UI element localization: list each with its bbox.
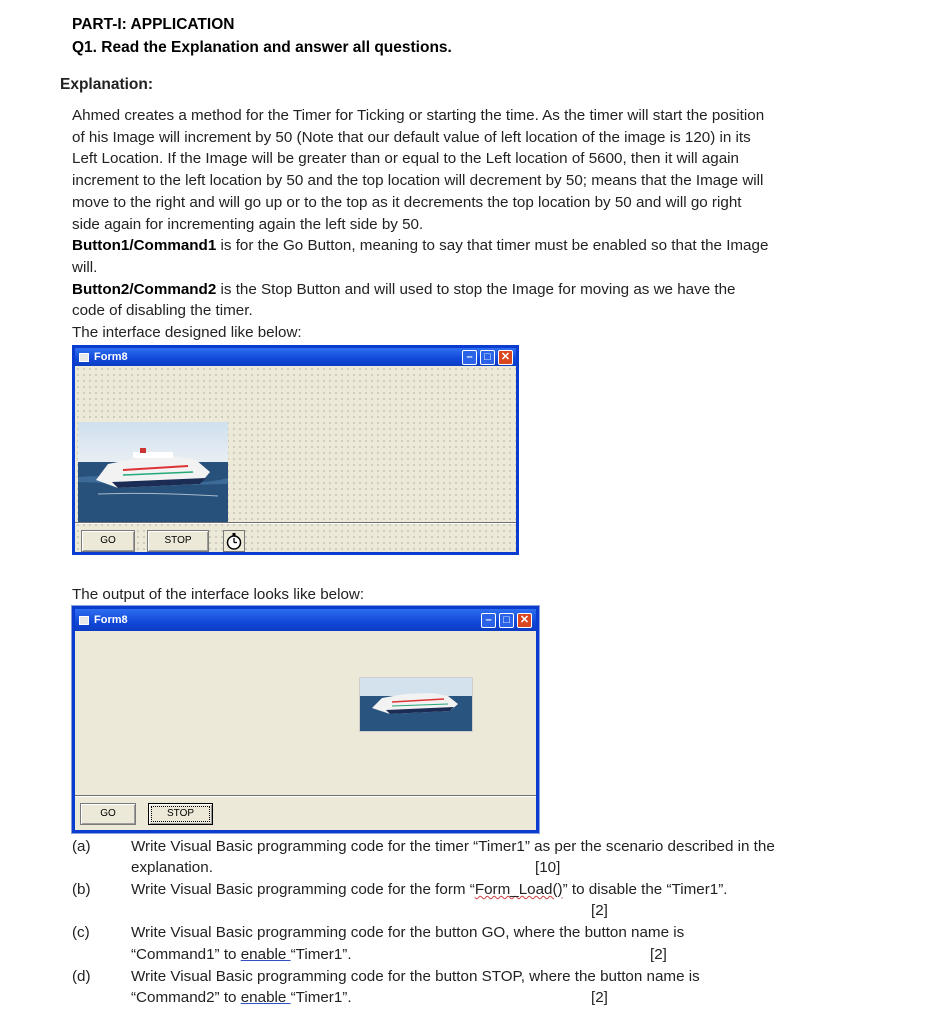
stop-button[interactable]: STOP	[147, 530, 209, 552]
question-b-text-end: ” to disable the “Timer1”.	[562, 881, 728, 898]
interface-caption: The interface designed like below:	[72, 324, 302, 342]
output-form-client	[75, 631, 536, 830]
question-a-line2: explanation.	[131, 859, 213, 876]
ship-image[interactable]	[78, 422, 228, 522]
form-load-text: Form_Load()	[474, 881, 563, 898]
question-c-label: (c)	[72, 924, 90, 941]
go-button[interactable]: GO	[81, 530, 135, 552]
design-form-titlebar	[75, 348, 516, 366]
question-d-line1: Write Visual Basic programming code for the button STOP, where the button name is	[131, 968, 700, 985]
form-icon	[79, 353, 89, 362]
question-c-text-end: “Timer1”.	[290, 946, 352, 963]
question-b-marks: [2]	[591, 902, 608, 919]
enable-word: enable	[240, 989, 291, 1006]
question-b-line1	[131, 881, 727, 898]
question-d-text: “Command2” to	[131, 989, 241, 1006]
output-form-titlebar	[75, 609, 536, 631]
button2-description	[72, 279, 832, 301]
button1-description	[72, 235, 832, 257]
explanation-line: move to the right and will go up or to the top as it decrements the top location by 50 and will go right	[72, 193, 742, 211]
explanation-line: increment to the left location by 50 and the top location will decrement by 50; means that the Image will	[72, 172, 764, 190]
part-title: PART-I: APPLICATION	[72, 16, 235, 33]
button2-text: is the Stop Button and will used to stop the Image for moving as we have the	[216, 280, 736, 298]
question-c-marks: [2]	[650, 946, 667, 963]
button2-label: Button2/Command2	[72, 280, 217, 298]
button1-description-cont: will.	[72, 258, 98, 276]
stopwatch-icon	[224, 531, 244, 551]
question-c-line2	[131, 946, 352, 963]
maximize-icon[interactable]: □	[499, 613, 514, 628]
output-caption: The output of the interface looks like below:	[72, 586, 365, 603]
ship-picture	[360, 678, 472, 731]
explanation-line: Ahmed creates a method for the Timer for Ticking or starting the time. As the timer will start the position	[72, 107, 765, 124]
question-d-label: (d)	[72, 968, 91, 985]
output-form-title: Form8	[94, 614, 128, 626]
design-form-grid	[75, 366, 516, 552]
stop-button[interactable]: STOP	[148, 803, 213, 825]
button1-label: Button1/Command1	[72, 237, 217, 255]
ship-picture	[78, 422, 228, 522]
question-a-label: (a)	[72, 838, 91, 855]
question-a-line1: Write Visual Basic programming code for the timer “Timer1” as per the scenario described in the	[131, 838, 775, 855]
explanation-paragraph	[72, 105, 832, 344]
question-a-marks: [10]	[535, 859, 561, 876]
minimize-icon[interactable]: –	[462, 350, 477, 365]
design-form-window	[72, 345, 519, 555]
divider-line	[75, 795, 536, 797]
button1-text: is for the Go Button, meaning to say that timer must be enabled so that the Image	[216, 237, 769, 255]
divider-line	[75, 522, 516, 524]
explanation-line: of his Image will increment by 50 (Note that our default value of left location of the image is 120) in its	[72, 128, 751, 146]
question-d-text-end: “Timer1”.	[290, 989, 352, 1006]
question-c-text: “Command1” to	[131, 946, 241, 963]
question-title: Q1. Read the Explanation and answer all questions.	[72, 39, 452, 56]
button2-description-cont: code of disabling the timer.	[72, 302, 253, 320]
maximize-icon[interactable]: □	[480, 350, 495, 365]
question-b-label: (b)	[72, 881, 91, 898]
question-d-marks: [2]	[591, 989, 608, 1006]
question-b-text: Write Visual Basic programming code for the form “	[131, 881, 475, 898]
close-icon[interactable]: ✕	[498, 350, 513, 365]
go-button[interactable]: GO	[80, 803, 136, 825]
close-icon[interactable]: ✕	[517, 613, 532, 628]
explanation-line: side again for incrementing again the left side by 50.	[72, 215, 424, 233]
design-form-title: Form8	[94, 351, 128, 363]
explanation-line: Left Location. If the Image will be greater than or equal to the Left location of 5600, then it will again	[72, 150, 739, 168]
question-d-line2	[131, 989, 352, 1006]
question-c-line1: Write Visual Basic programming code for the button GO, where the button name is	[131, 924, 685, 941]
form-icon	[79, 616, 89, 625]
timer-icon[interactable]	[223, 530, 245, 552]
enable-word: enable	[240, 946, 291, 963]
minimize-icon[interactable]: –	[481, 613, 496, 628]
ship-image[interactable]	[359, 677, 473, 732]
output-form-window	[72, 606, 539, 833]
explanation-heading: Explanation:	[60, 76, 154, 93]
